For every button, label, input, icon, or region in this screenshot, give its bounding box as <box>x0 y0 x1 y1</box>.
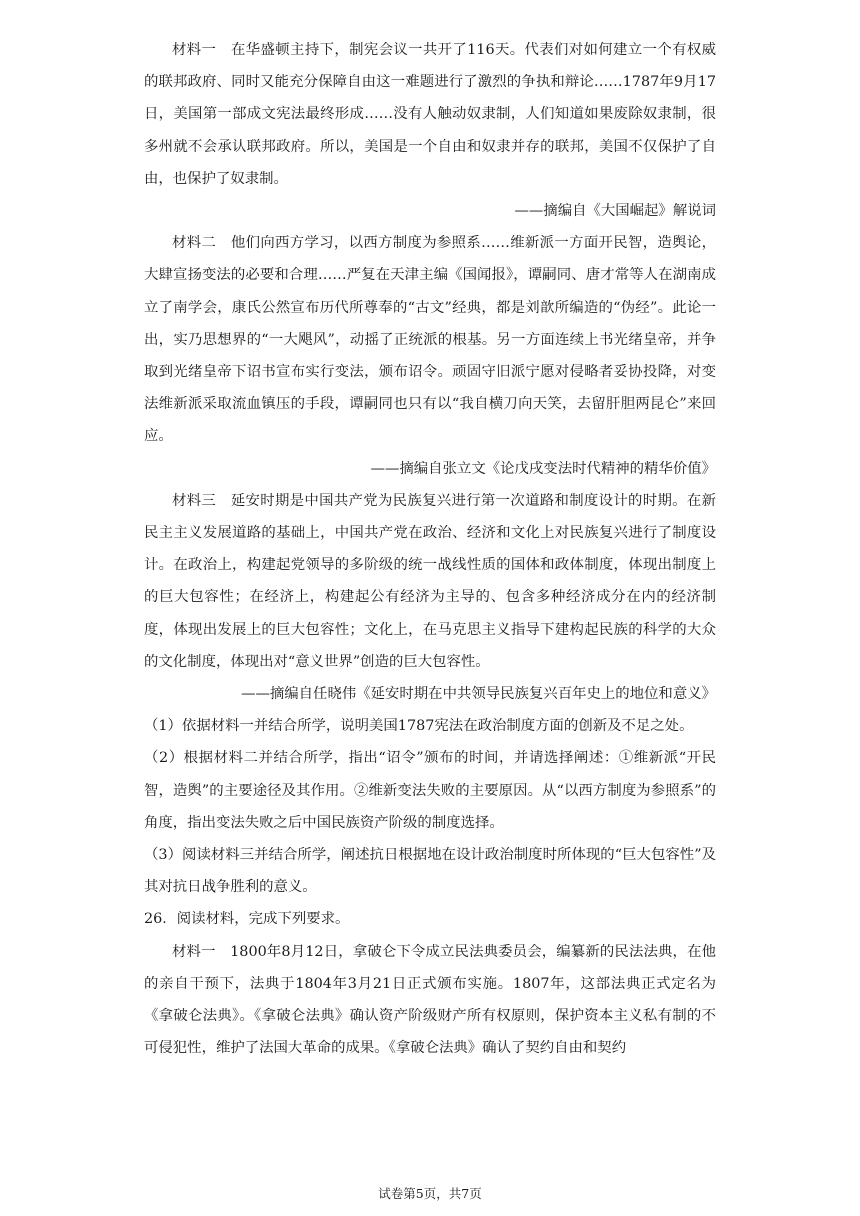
material-1-source: ——摘编自《大国崛起》解说词 <box>514 203 716 220</box>
question-2: （2）根据材料二并结合所学，指出“诏令”颁布的时间，并请选择阐述：①维新派“开民智，造舆”的主要途径及其作用。②维新变法失败的主要原因。从“以西方制度为参照系”的角度，指出变法失败之后中国民族资产阶级的制度选择。 <box>144 750 716 831</box>
material-2-source: ——摘编自张立文《论戊戌变法时代精神的精华价值》 <box>370 460 716 477</box>
page-content <box>144 34 716 1065</box>
material-3-source: ——摘编自任晓伟《延安时期在中共领导民族复兴百年史上的地位和意义》 <box>241 686 716 703</box>
question-3: （3）阅读材料三并结合所学，阐述抗日根据地在设计政治制度时所体现的“巨大包容性”及其对抗日战争胜利的意义。 <box>144 847 716 896</box>
material-1-paragraph: 材料一 在华盛顿主持下，制宪会议一共开了116天。代表们对如何建立一个有权威的联邦政府、同时又能充分保障自由这一难题进行了激烈的争执和辩论……1787年9月17日，美国第一部成文宪法最终形成……没有人触动奴隶制，人们知道如果废除奴隶制，很多州就不会承认联邦政府。所以，美国是一个自由和奴隶并存的联邦，美国不仅保护了自由，也保护了奴隶制。 <box>144 42 716 187</box>
question-26-title: 26．阅读材料，完成下列要求。 <box>144 911 350 928</box>
material-2-paragraph: 材料二 他们向西方学习，以西方制度为参照系……维新派一方面开民智，造舆论，大肆宣扬变法的必要和合理……严复在天津主编《国闻报》，谭嗣同、唐才常等人在湖南成立了南学会，康氏公然宣布历代所尊奉的“古文”经典，都是刘歆所编造的“伪经”。此论一出，实乃思想界的“一大飓风”，动摇了正统派的根基。另一方面连续上书光绪皇帝，并争取到光绪皇帝下诏书宣布实行变法，颁布诏令。顽固守旧派宁愿对侵略者妥协投降，对变法维新派采取流血镇压的手段，谭嗣同也只有以“我自横刀向天笑，去留肝胆两昆仑”来回应。 <box>144 235 716 445</box>
material-3-paragraph: 材料三 延安时期是中国共产党为民族复兴进行第一次道路和制度设计的时期。在新民主主义发展道路的基础上，中国共产党在政治、经济和文化上对民族复兴进行了制度设计。在政治上，构建起党领导的多阶级的统一战线性质的国体和政体制度，体现出制度上的巨大包容性；在经济上，构建起公有经济为主导的、包含多种经济成分在内的经济制度，体现出发展上的巨大包容性；文化上，在马克思主义指导下建构起民族的科学的大众的文化制度，体现出对“意义世界”创造的巨大包容性。 <box>144 492 716 670</box>
question-26-material-1: 材料一 1800年8月12日，拿破仑下令成立民法典委员会，编纂新的民法法典，在他的亲自干预下，法典于1804年3月21日正式颁布实施。1807年，这部法典正式定名为《拿破仑法典》。《拿破仑法典》确认资产阶级财产所有权原则，保护资本主义私有制的不可侵犯性，维护了法国大革命的成果。《拿破仑法典》确认了契约自由和契约 <box>144 943 716 1057</box>
page-footer: 试卷第5页，共7页 <box>378 1186 482 1201</box>
question-1: （1）依据材料一并结合所学，说明美国1787宪法在政治制度方面的创新及不足之处。 <box>144 718 694 735</box>
